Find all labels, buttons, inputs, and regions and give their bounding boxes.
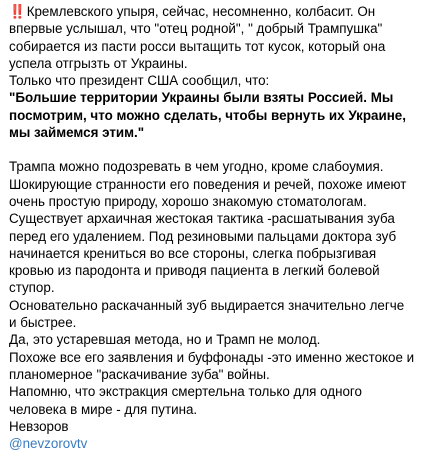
intro-paragraph (9, 3, 419, 89)
body-line-4: Существует архаичная жестокая тактика -расшатывания зуба (9, 211, 395, 227)
body-line-2: Шокирующие странности его поведения и речей, похоже имеют (9, 176, 407, 192)
body-line-13: планомерное "раскачивание зуба" войны. (9, 366, 270, 382)
signature-block (9, 418, 419, 453)
body-paragraph (9, 158, 419, 417)
quote-line-1: "Большие территории Украины были взяты Россией. Мы (9, 90, 394, 106)
intro-line-1 (9, 3, 419, 20)
channel-link[interactable]: @nevzorovtv (9, 436, 88, 452)
report-line: Только что президент США сообщил, что: (9, 73, 270, 89)
intro-line-3: собирается из пасти росси вытащить тот кусок, который она (9, 38, 386, 54)
author-signature: Невзоров (9, 418, 69, 434)
double-exclamation-icon: ‼️ (9, 4, 25, 19)
body-line-11: Да, это устаревшая метода, но и Трамп не молод. (9, 332, 321, 348)
body-line-8: ступор. (9, 280, 55, 296)
body-line-9: Основательно раскачанный зуб выдирается значительно легче (9, 297, 405, 313)
body-line-1: Трампа можно подозревать в чем угодно, кроме слабоумия. (9, 159, 384, 175)
trump-quote (9, 89, 419, 141)
body-line-10: и быстрее. (9, 315, 77, 331)
quote-line-3: мы займемся этим." (9, 125, 145, 141)
body-line-3: очень простую природу, хорошо знакомую стоматологам. (9, 193, 367, 209)
intro-line-2: впервые услышал, что "отец родной", " добрый Трампушка" (9, 21, 383, 37)
intro-line-4: успела отгрызть от Украины. (9, 55, 188, 71)
body-line-14: Напомню, что экстракция смертельна только для одного (9, 384, 362, 400)
paragraph-gap (9, 141, 419, 158)
body-line-12: Похоже все его заявления и буффонады -это именно жестокое и (9, 349, 415, 365)
quote-line-2: посмотрим, что можно сделать, чтобы вернуть их Украине, (9, 107, 406, 123)
body-line-15: человека в мире - для путина. (9, 401, 198, 417)
body-line-7: кровью из пародонта и приводя пациента в легкий болевой (9, 263, 380, 279)
body-line-5: перед его удалением. Под резиновыми пальцами доктора зуб (9, 228, 397, 244)
intro-text: Кремлевского упыря, сейчас, несомненно, колбасит. Он (26, 4, 376, 19)
body-line-6: начинается крениться во все стороны, слегка побрызгивая (9, 245, 377, 261)
